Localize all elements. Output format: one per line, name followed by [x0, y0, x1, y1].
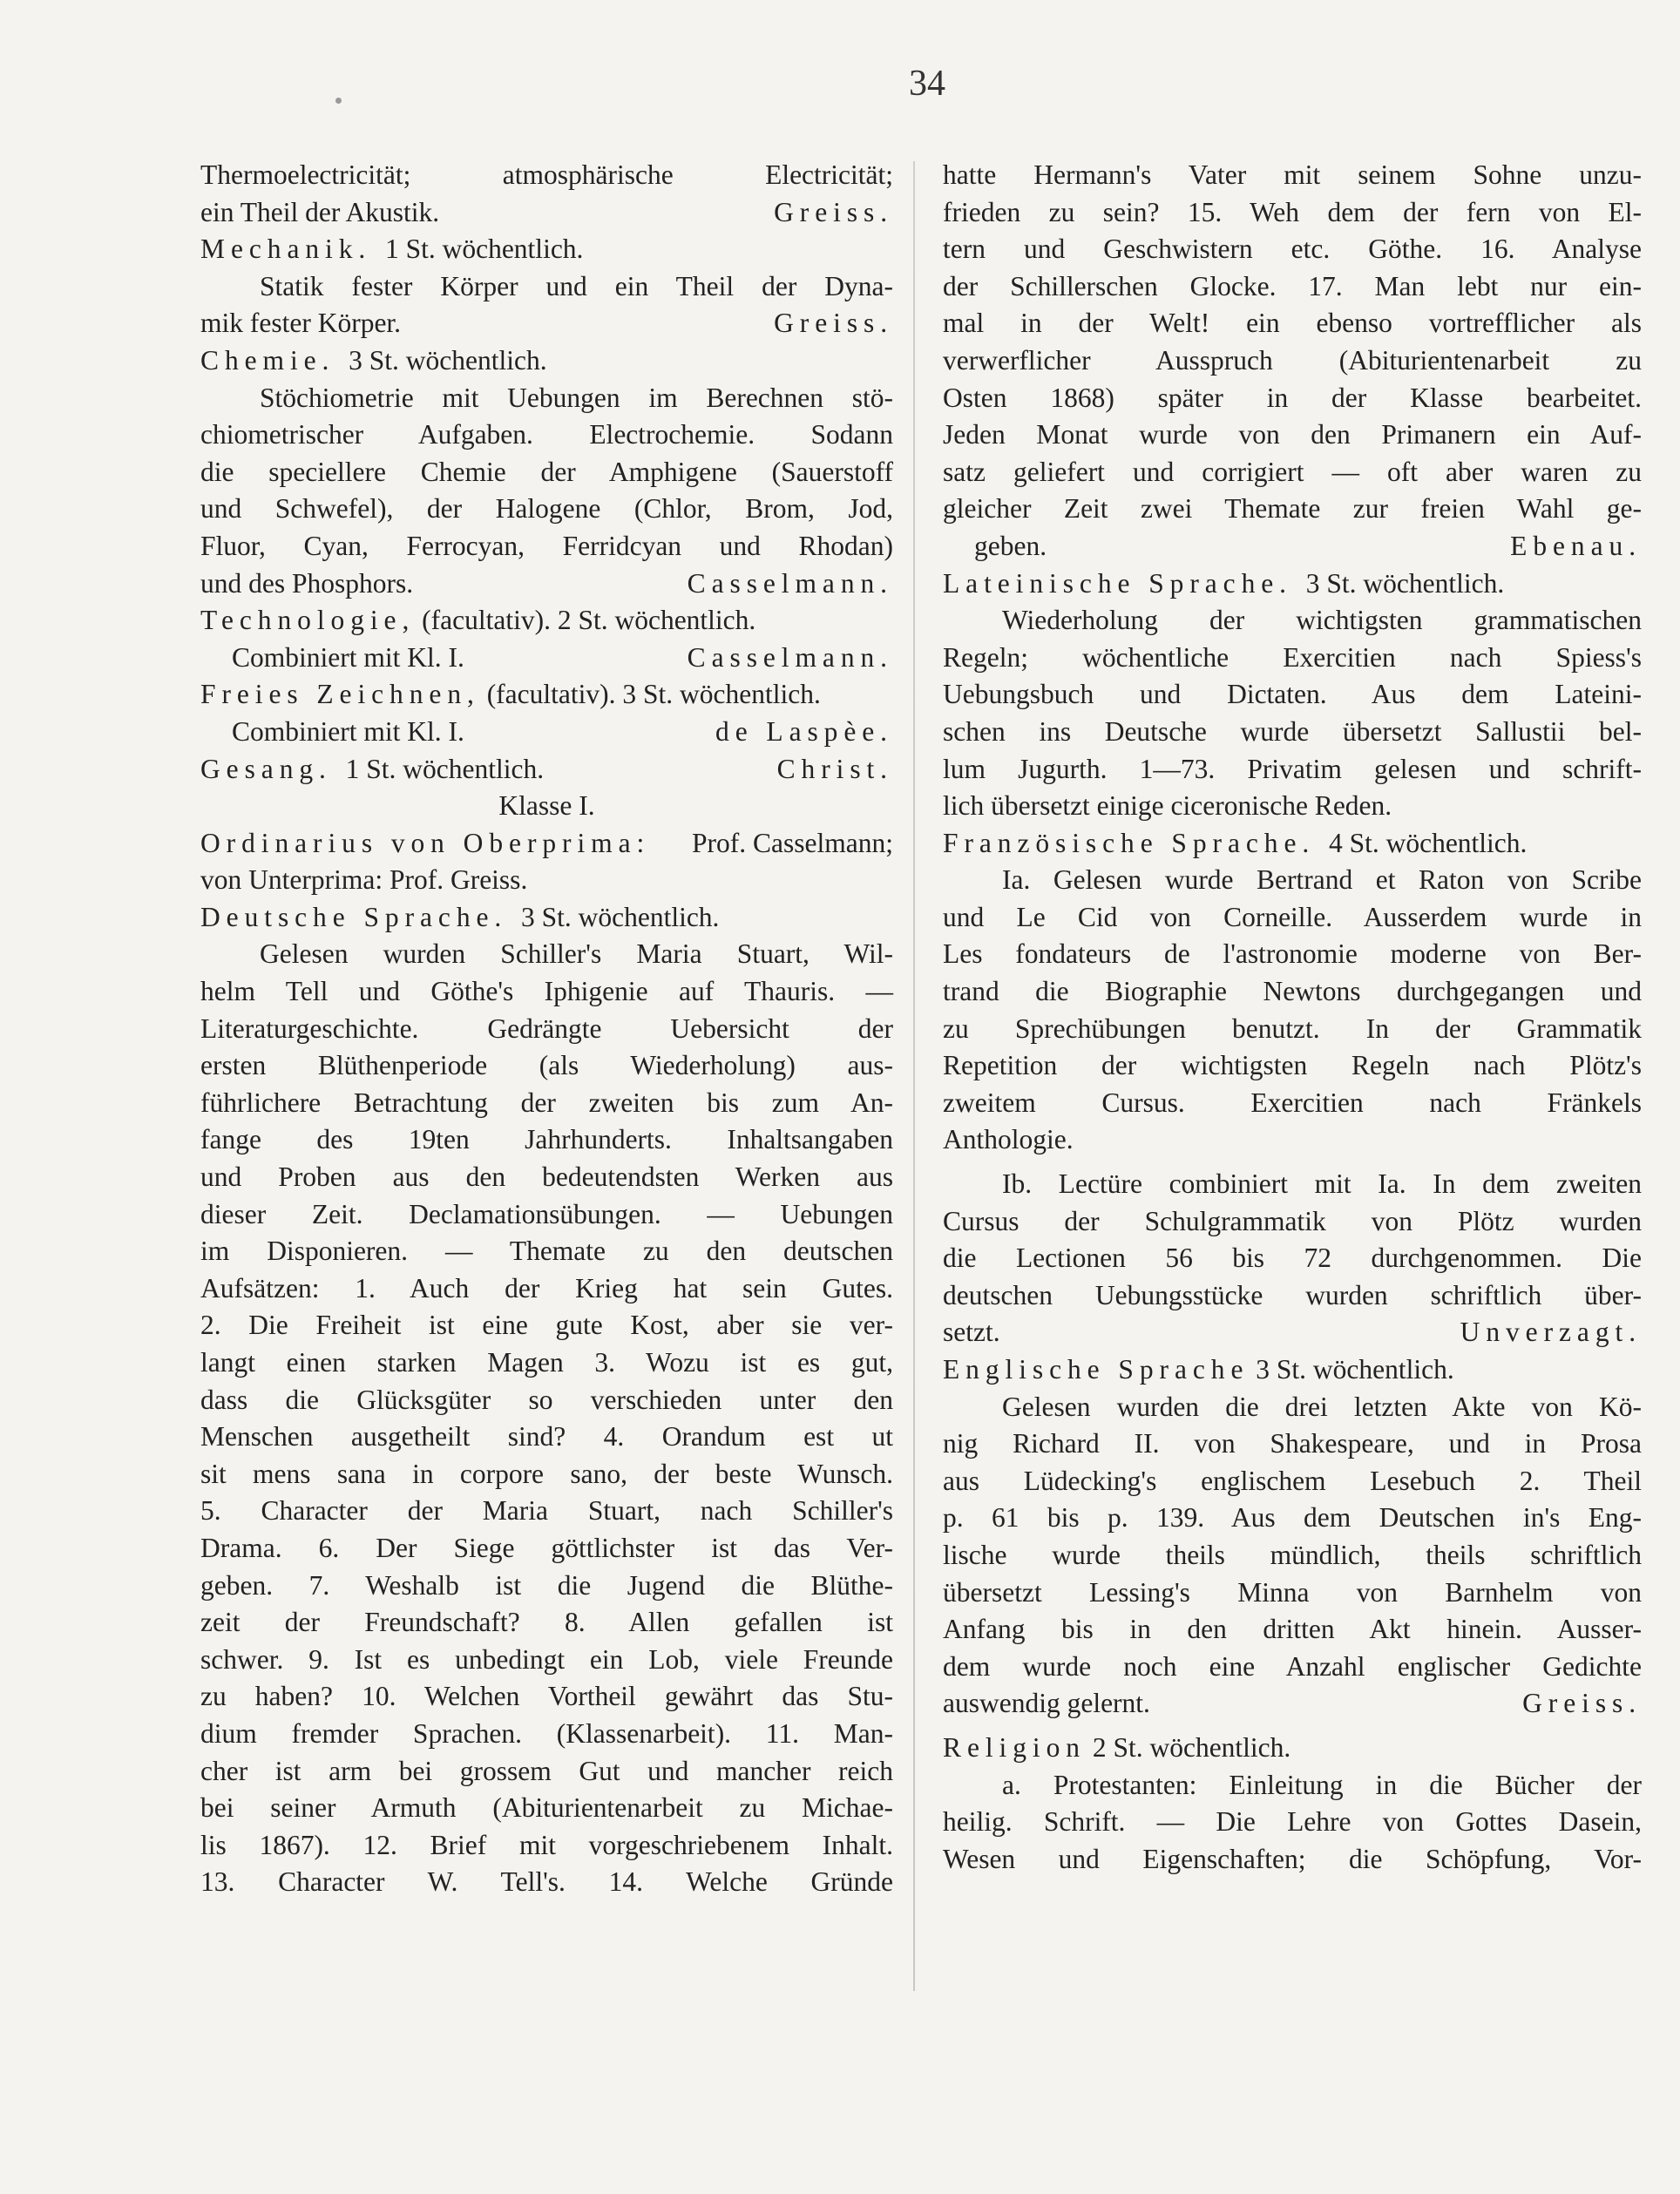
text-line: Ib. Lectüre combiniert mit Ia. In dem zweiten [1002, 1168, 1642, 1200]
subject-hours: 1 St. wöchentlich. [384, 234, 584, 265]
text-line: tern und Geschwistern etc. Göthe. 16. Analyse [943, 234, 1642, 265]
text-line: Thermoelectricität; atmosphärische Electricität; [200, 159, 893, 190]
text-line: lische wurde theils mündlich, theils schriftlich [943, 1539, 1642, 1570]
subject-name: Lateinische Sprache. [943, 567, 1292, 599]
text-line-part: Combiniert mit Kl. I. [232, 641, 464, 673]
text-line: verwerflicher Ausspruch (Abiturientenarbeit zu [943, 344, 1642, 376]
text-line: zweitem Cursus. Exercitien nach Fränkels [943, 1087, 1642, 1118]
text-line: Drama. 6. Der Siege göttlichster ist das Ver- [200, 1532, 893, 1563]
text-line: Repetition der wichtigsten Regeln nach Plötz's [943, 1050, 1642, 1081]
text-line: a. Protestanten: Einleitung in die Bücher der [1002, 1769, 1642, 1800]
subject-heading-zeichnen [200, 676, 893, 714]
left-column [200, 157, 893, 1901]
text-line: Fluor, Cyan, Ferrocyan, Ferridcyan und Rhodan) [200, 530, 893, 561]
text-line: die Lectionen 56 bis 72 durchgenommen. Die [943, 1243, 1642, 1274]
text-line [943, 528, 1642, 565]
text-line: satz geliefert und corrigiert — oft aber waren zu [943, 456, 1642, 487]
text-line: nig Richard II. von Shakespeare, und in Prosa [943, 1428, 1642, 1459]
text-line: deutschen Uebungsstücke wurden schriftlich über- [943, 1279, 1642, 1310]
subject-name: Englische Sprache [943, 1354, 1250, 1385]
text-line-part: Ordinarius von Oberprima: [200, 827, 651, 858]
section-heading-klasse-i: Klasse I. [498, 790, 595, 822]
subject-hours: 1 St. wöchentlich. [345, 753, 545, 784]
subject-heading-mechanik [200, 231, 893, 268]
text-line: und Proben aus den bedeutendsten Werken aus [200, 1161, 893, 1193]
subject-heading-deutsch [200, 899, 893, 937]
text-line: dass die Glücksgüter so verschieden unter den [200, 1384, 893, 1415]
text-line: geben. 7. Weshalb ist die Jugend die Blüthe- [200, 1569, 893, 1601]
subject-heading-englisch [943, 1351, 1642, 1389]
text-line-part: mik fester Körper. [200, 308, 402, 339]
teacher-name: Unverzagt. [1460, 1317, 1642, 1348]
text-line: die speciellere Chemie der Amphigene (Sauerstoff [200, 456, 893, 487]
text-line: Osten 1868) später in der Klasse bearbeitet. [943, 382, 1642, 413]
text-line: zeit der Freundschaft? 8. Allen gefallen ist [200, 1607, 893, 1638]
text-line-part: und des Phosphors. [200, 567, 414, 599]
text-line: hatte Hermann's Vater mit seinem Sohne unzu- [943, 159, 1642, 190]
text-line-part: Prof. Greiss. [389, 864, 528, 896]
text-line: Anfang bis in den dritten Akt hinein. Ausser- [943, 1614, 1642, 1645]
page-number: 34 [909, 64, 945, 104]
teacher-name: Greiss. [774, 196, 893, 227]
text-line: Menschen ausgetheilt sind? 4. Orandum est ut [200, 1421, 893, 1453]
subject-name: Mechanik. [200, 234, 372, 265]
text-line: 13. Character W. Tell's. 14. Welche Gründe [200, 1866, 893, 1898]
text-line [200, 305, 893, 342]
text-line: 2. Die Freiheit ist eine gute Kost, aber sie ver- [200, 1310, 893, 1341]
text-line [200, 194, 893, 232]
text-line: Gelesen wurden die drei letzten Akte von Kö- [1002, 1391, 1642, 1422]
text-line: Jeden Monat wurde von den Primanern ein Auf- [943, 419, 1642, 450]
text-line: sit mens sana in corpore sano, der beste Wunsch. [200, 1458, 893, 1489]
subject-heading-latein [943, 565, 1642, 603]
text-line [200, 565, 893, 603]
text-line-part: von Unterprima: [200, 864, 383, 896]
text-line: p. 61 bis p. 139. Aus dem Deutschen in's Eng- [943, 1502, 1642, 1534]
subject-heading-franzoesisch [943, 825, 1642, 863]
text-line-part: auswendig gelernt. [943, 1688, 1150, 1719]
text-line: übersetzt Lessing's Minna von Barnhelm von [943, 1576, 1642, 1608]
text-line [200, 862, 893, 899]
text-line: lich übersetzt einige ciceronische Reden. [943, 790, 1392, 822]
text-line: trand die Biographie Newtons durchgegangen und [943, 976, 1642, 1007]
text-line: Aufsätzen: 1. Auch der Krieg hat sein Gutes. [200, 1272, 893, 1304]
text-line-part: ein Theil der Akustik. [200, 196, 440, 227]
subject-hours: (facultativ). 2 St. wöchentlich. [422, 605, 756, 636]
teacher-name: de Laspèe. [715, 715, 893, 747]
text-line: im Disponieren. — Themate zu den deutschen [200, 1236, 893, 1267]
text-line: der Schillerschen Glocke. 17. Man lebt nur ein- [943, 270, 1642, 301]
text-line: bei seiner Armuth (Abiturientenarbeit zu Michae- [200, 1792, 893, 1824]
teacher-name: Greiss. [1522, 1688, 1642, 1719]
teacher-name: Casselmann. [687, 567, 893, 599]
text-line: Ia. Gelesen wurde Bertrand et Raton von Scribe [1002, 864, 1642, 896]
text-line [943, 1685, 1642, 1723]
text-line: helm Tell und Göthe's Iphigenie auf Thauris. — [200, 976, 893, 1007]
subject-heading-technologie [200, 602, 893, 640]
subject-hours: 2 St. wöchentlich. [1092, 1731, 1291, 1763]
subject-hours: (facultativ). 3 St. wöchentlich. [486, 679, 821, 710]
text-line: führlichere Betrachtung der zweiten bis zum An- [200, 1087, 893, 1118]
subject-hours: 3 St. wöchentlich. [349, 344, 547, 376]
text-line: Literaturgeschichte. Gedrängte Uebersicht der [200, 1012, 893, 1044]
right-column [943, 157, 1642, 1878]
text-line: 5. Character der Maria Stuart, nach Schiller's [200, 1495, 893, 1527]
text-line: zu haben? 10. Welchen Vortheil gewährt das Stu- [200, 1681, 893, 1712]
text-line: mal in der Welt! ein ebenso vortrefflicher als [943, 308, 1642, 339]
text-line: ersten Blüthenperiode (als Wiederholung) aus- [200, 1050, 893, 1081]
teacher-name: Ebenau. [1510, 530, 1642, 561]
text-line: frieden zu sein? 15. Weh dem der fern von El- [943, 196, 1642, 227]
subject-name: Chemie. [200, 344, 335, 376]
text-line [200, 640, 893, 677]
text-line: lis 1867). 12. Brief mit vorgeschriebenem Inhalt. [200, 1829, 893, 1860]
text-line: lum Jugurth. 1—73. Privatim gelesen und schrift- [943, 753, 1642, 784]
text-line: gleicher Zeit zwei Themate zur freien Wahl ge- [943, 493, 1642, 525]
text-line: Wiederholung der wichtigsten grammatischen [1002, 605, 1642, 636]
teacher-name: Casselmann. [687, 641, 893, 673]
text-line: Uebungsbuch und Dictaten. Aus dem Lateini- [943, 679, 1642, 710]
teacher-name: Christ. [776, 753, 893, 784]
subject-heading-religion [943, 1730, 1642, 1767]
text-line: und Schwefel), der Halogene (Chlor, Brom, Jod, [200, 493, 893, 525]
subject-hours: 4 St. wöchentlich. [1328, 827, 1528, 858]
subject-name: Technologie, [200, 605, 416, 636]
text-line: Anthologie. [943, 1124, 1074, 1155]
text-line: dem wurde noch eine Anzahl englischer Gedichte [943, 1650, 1642, 1682]
text-line: zu Sprechübungen benutzt. In der Grammatik [943, 1012, 1642, 1044]
text-line: Les fondateurs de l'astronomie moderne von Ber- [943, 938, 1642, 970]
text-line: Gelesen wurden Schiller's Maria Stuart, Wil- [260, 938, 893, 970]
text-line: Statik fester Körper und ein Theil der Dyna- [260, 270, 893, 301]
text-line: cher ist arm bei grossem Gut und mancher reich [200, 1755, 893, 1786]
text-line-part: Combiniert mit Kl. I. [232, 715, 464, 747]
text-line: Stöchiometrie mit Uebungen im Berechnen stö- [260, 382, 893, 413]
subject-heading-chemie [200, 342, 893, 380]
text-line: Wesen und Eigenschaften; die Schöpfung, Vor- [943, 1843, 1642, 1874]
subject-name: Gesang. [200, 753, 332, 784]
subject-hours: 3 St. wöchentlich. [1256, 1354, 1454, 1385]
subject-heading-gesang [200, 751, 893, 789]
teacher-name: Greiss. [774, 308, 893, 339]
text-line: und Le Cid von Corneille. Ausserdem wurde in [943, 901, 1642, 932]
text-line-part: Prof. Casselmann; [692, 827, 893, 858]
text-line: fange des 19ten Jahrhunderts. Inhaltsangaben [200, 1124, 893, 1155]
text-line: schwer. 9. Ist es unbedingt ein Lob, viele Freunde [200, 1643, 893, 1675]
subject-hours: 3 St. wöchentlich. [520, 901, 720, 932]
text-line [200, 825, 893, 863]
subject-name: Religion [943, 1731, 1086, 1763]
text-line-part: geben. [974, 530, 1047, 561]
text-line: Cursus der Schulgrammatik von Plötz wurden [943, 1205, 1642, 1236]
text-line: langt einen starken Magen 3. Wozu ist es gut, [200, 1347, 893, 1378]
subject-name: Freies Zeichnen, [200, 679, 480, 710]
text-line-part: setzt. [943, 1317, 1000, 1348]
text-line: aus Lüdecking's englischem Lesebuch 2. Theil [943, 1465, 1642, 1496]
text-line: dium fremder Sprachen. (Klassenarbeit). 11. Man- [200, 1717, 893, 1749]
text-line: dieser Zeit. Declamationsübungen. — Uebungen [200, 1198, 893, 1229]
text-line: heilig. Schrift. — Die Lehre von Gottes Dasein, [943, 1806, 1642, 1838]
text-line: chiometrischer Aufgaben. Electrochemie. Sodann [200, 419, 893, 450]
column-divider [913, 161, 915, 1991]
text-line [943, 1314, 1642, 1351]
subject-name: Französische Sprache. [943, 827, 1316, 858]
subject-name: Deutsche Sprache. [200, 901, 508, 932]
text-line: Regeln; wöchentliche Exercitien nach Spiess's [943, 641, 1642, 673]
text-line [200, 714, 893, 751]
text-line: schen ins Deutsche wurde übersetzt Sallustii bel- [943, 715, 1642, 747]
subject-hours: 3 St. wöchentlich. [1305, 567, 1505, 599]
